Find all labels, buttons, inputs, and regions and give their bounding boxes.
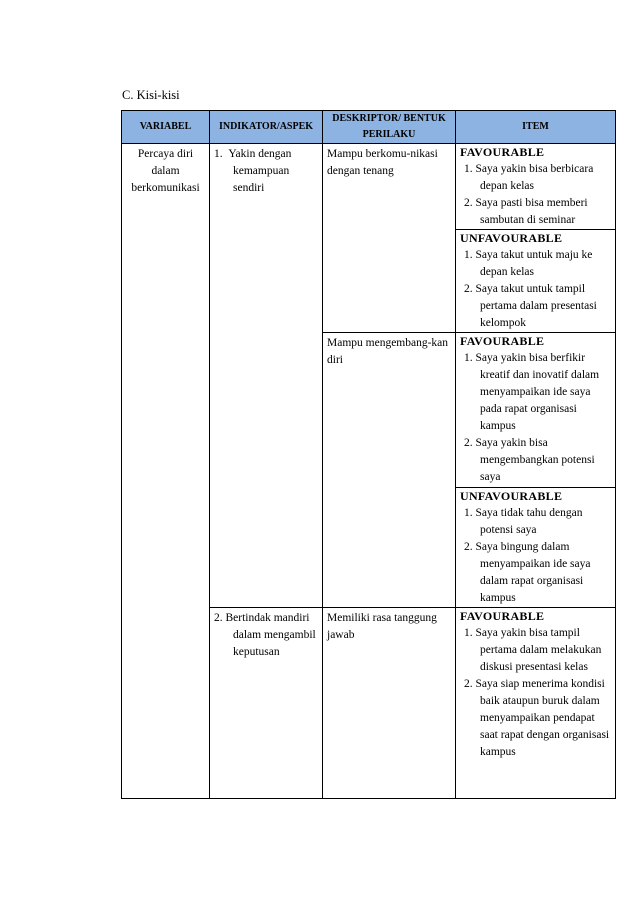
deskriptor-3-cell: Memiliki rasa tanggung jawab [323,608,456,799]
list-item: 2. Saya bingung dalam menyampaikan ide saya dalam rapat organisasi kampus [464,541,591,604]
indikator-2 [214,610,319,661]
indikator-1-num: 1. [214,148,223,160]
indikator-2-label: Bertindak mandiri dalam mengambil keputusan [225,612,316,658]
table-row [122,144,616,230]
variabel-cell: Percaya diri dalam berkomunikasi [122,144,210,799]
item-d2-fav-cell [456,333,616,488]
deskriptor-2-cell: Mampu mengembang-kan diri [323,333,456,608]
favourable-label: FAVOURABLE [460,145,545,159]
indikator-1 [214,146,319,197]
item-d1-fav-cell [456,144,616,230]
list-item: 2. Saya yakin bisa mengembangkan potensi saya [464,437,595,483]
list-item: 2. Saya pasti bisa memberi sambutan di seminar [464,197,588,226]
favourable-label: FAVOURABLE [460,609,545,623]
favourable-label: FAVOURABLE [460,334,545,348]
indikator-1-label: Yakin dengan kemampuan sendiri [228,148,292,194]
header-deskriptor: DESKRIPTOR/ BENTUK PERILAKU [323,111,456,144]
list-item: 1. Saya yakin bisa berbicara depan kelas [464,163,594,192]
list-item: 2. Saya takut untuk tampil pertama dalam presentasi kelompok [464,283,597,329]
deskriptor-1-cell: Mampu berkomu-nikasi dengan tenang [323,144,456,333]
list-item: 1. Saya takut untuk maju ke depan kelas [464,249,593,278]
indikator-2-num: 2. [214,612,223,624]
header-indikator: INDIKATOR/ASPEK [210,111,323,144]
unfavourable-label: UNFAVOURABLE [460,489,563,503]
section-heading: C. Kisi-kisi [122,88,180,102]
header-row [122,111,616,144]
item-d3-fav-cell [456,608,616,799]
header-item: ITEM [456,111,616,144]
indikator-2-cell [210,608,323,799]
indikator-1-cell [210,144,323,608]
list-item: 1. Saya yakin bisa berfikir kreatif dan inovatif dalam menyampaikan ide saya pada rapat organisasi kampus [464,352,600,432]
unfavourable-label: UNFAVOURABLE [460,231,563,245]
kisi-kisi-table [121,110,616,799]
header-variabel: VARIABEL [122,111,210,144]
item-d1-unfav-cell [456,230,616,333]
list-item: 1. Saya yakin bisa tampil pertama dalam melakukan diskusi presentasi kelas [464,627,602,673]
list-item: 2. Saya siap menerima kondisi baik ataupun buruk dalam menyampaikan pendapat saat rapat dengan organisasi kampus [464,678,610,758]
list-item: 1. Saya tidak tahu dengan potensi saya [464,507,583,536]
item-d2-unfav-cell [456,488,616,608]
